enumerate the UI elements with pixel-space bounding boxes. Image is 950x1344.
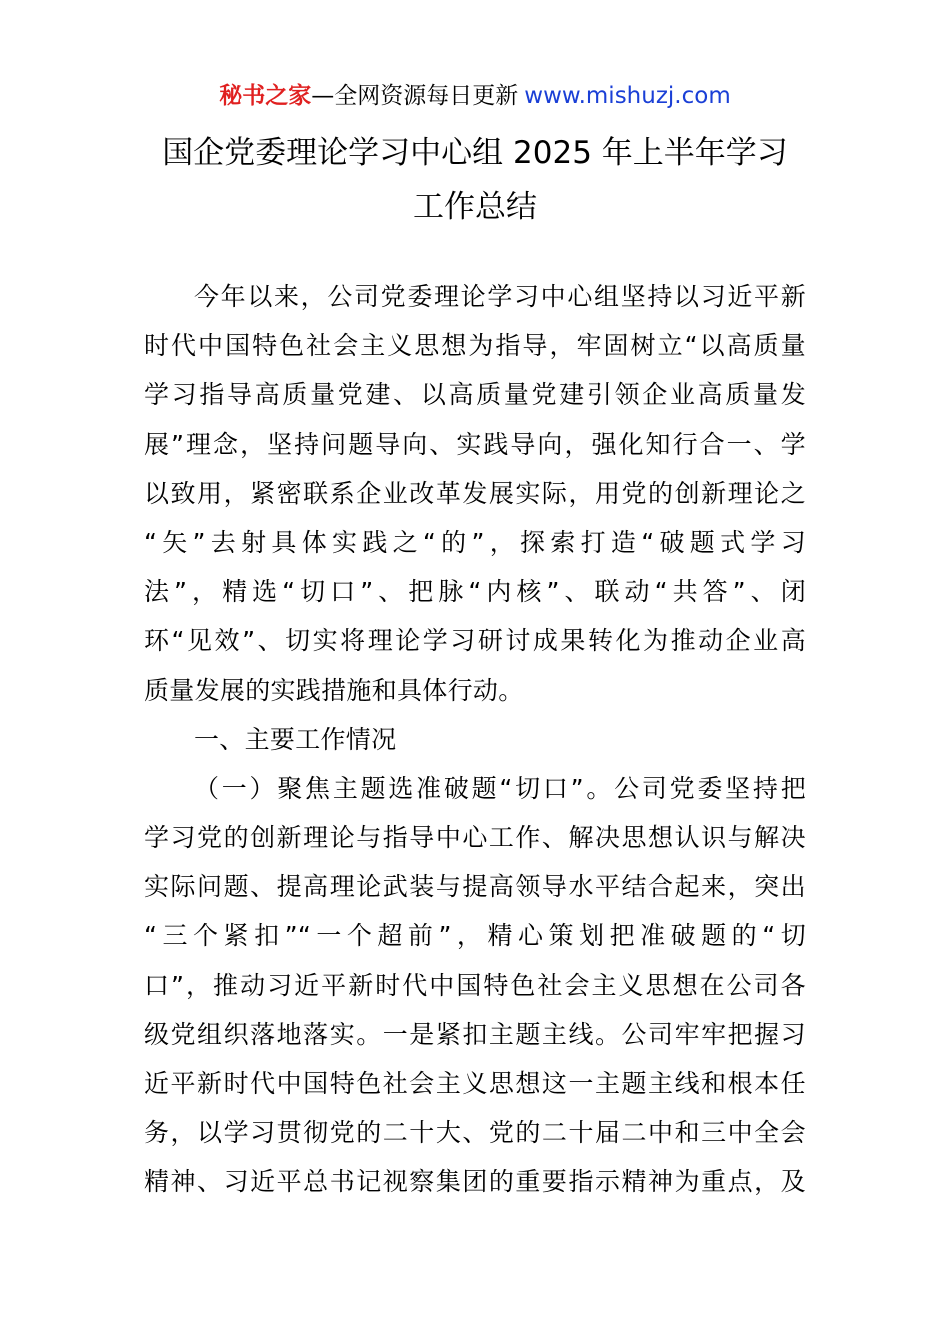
paragraph-line: 务，以学习贯彻党的二十大、党的二十届二中和三中全会	[144, 1118, 806, 1148]
section-heading: 一、主要工作情况	[194, 724, 397, 754]
paragraph-line: 质量发展的实践措施和具体行动。	[144, 675, 524, 705]
paragraph-line: 环“见效”、切实将理论学习研讨成果转化为推动企业高	[144, 626, 806, 656]
paragraph-line: 法”，精选“切口”、把脉“内核”、联动“共答”、闭	[144, 577, 806, 607]
document-title	[100, 126, 850, 234]
paragraph-line: “矢”去射具体实践之“的”，探索打造“破题式学习	[144, 527, 806, 557]
paragraph-line: 学习指导高质量党建、以高质量党建引领企业高质量发	[144, 380, 806, 410]
paragraph-line: （一）聚焦主题选准破题“切口”。公司党委坚持把	[194, 773, 806, 803]
site-url-link[interactable]: www.mishuzj.com	[524, 83, 731, 109]
title-line-2: 工作总结	[413, 189, 537, 225]
paragraph-line: 精神、习近平总书记视察集团的重要指示精神为重点，及	[144, 1167, 806, 1197]
section1-paragraph	[144, 764, 806, 1207]
paragraph-line: 近平新时代中国特色社会主义思想这一主题主线和根本任	[144, 1069, 806, 1098]
paragraph-line: 口”，推动习近平新时代中国特色社会主义思想在公司各	[144, 970, 806, 1000]
paragraph-line: 级党组织落地落实。一是紧扣主题主线。公司牢牢把握习	[144, 1019, 806, 1049]
paragraph-line: 以致用，紧密联系企业改革发展实际，用党的创新理论之	[144, 478, 806, 508]
intro-paragraph	[144, 272, 806, 715]
title-line-1: 国企党委理论学习中心组 2025 年上半年学习	[162, 135, 788, 171]
paragraph-line: 今年以来，公司党委理论学习中心组坚持以习近平新	[194, 282, 806, 311]
paragraph-line: “三个紧扣”“一个超前”，精心策划把准破题的“切	[144, 921, 806, 951]
paragraph-line: 实际问题、提高理论武装与提高领导水平结合起来，突出	[144, 872, 806, 902]
header-tagline: —全网资源每日更新	[311, 83, 519, 109]
paragraph-line: 展”理念，坚持问题导向、实践导向，强化知行合一、学	[144, 429, 806, 459]
brand-name: 秘书之家	[219, 83, 312, 109]
document-body	[144, 272, 806, 1207]
paragraph-line: 学习党的创新理论与指导中心工作、解决思想认识与解决	[144, 823, 806, 853]
paragraph-line: 时代中国特色社会主义思想为指导，牢固树立“以高质量	[144, 331, 806, 361]
site-header	[0, 80, 950, 112]
